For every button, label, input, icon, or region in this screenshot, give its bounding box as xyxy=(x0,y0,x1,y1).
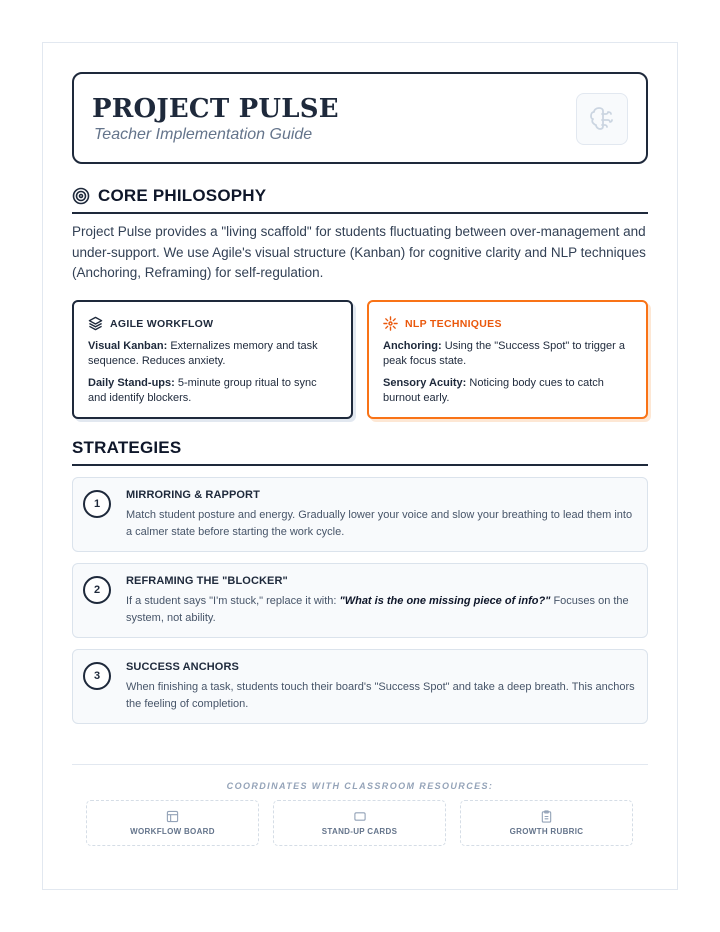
layers-icon xyxy=(88,316,103,331)
card-item: Daily Stand-ups: 5-minute group ritual to sync and identify blockers. xyxy=(88,377,317,404)
header-card xyxy=(72,72,648,164)
clipboard-icon xyxy=(540,810,553,823)
card-title: NLP TECHNIQUES xyxy=(383,316,632,331)
card-item: Anchoring: Using the "Success Spot" to trigger a peak focus state. xyxy=(383,340,625,367)
brain-icon xyxy=(586,103,618,135)
card-icon xyxy=(353,810,367,823)
card-item: Sensory Acuity: Noticing body cues to catch burnout early. xyxy=(383,377,604,404)
core-philosophy-heading xyxy=(72,186,648,214)
strategy-title: MIRRORING & RAPPORT xyxy=(126,489,260,501)
strategy-description: Match student posture and energy. Gradually lower your voice and slow your breathing to lead them into a calmer state before starting the work cycle. xyxy=(126,509,633,538)
step-number: 3 xyxy=(83,662,111,690)
sparkles-icon xyxy=(383,316,398,331)
strategy-description: If a student says "I'm stuck," replace it with: "What is the one missing piece of info?" Focuses on the system, not ability. xyxy=(126,595,629,624)
strategy-title: SUCCESS ANCHORS xyxy=(126,661,239,673)
strategy-item xyxy=(72,649,648,724)
target-icon xyxy=(72,187,90,205)
resource-growth-rubric: GROWTH RUBRIC xyxy=(460,800,633,846)
step-number: 2 xyxy=(83,576,111,604)
step-number: 1 xyxy=(83,490,111,518)
resource-workflow-board: WORKFLOW BOARD xyxy=(86,800,259,846)
strategy-item xyxy=(72,477,648,552)
strategy-description: When finishing a task, students touch their board's "Success Spot" and take a deep breath. This anchors the feeling of completion. xyxy=(126,681,635,710)
footer-label: COORDINATES WITH CLASSROOM RESOURCES: xyxy=(226,781,494,791)
section-title: CORE PHILOSOPHY xyxy=(98,186,267,205)
resource-stand-up-cards: STAND-UP CARDS xyxy=(273,800,446,846)
reframe-quote: "What is the one missing piece of info?" xyxy=(339,595,551,607)
strategy-title: REFRAMING THE "BLOCKER" xyxy=(126,575,288,587)
board-icon xyxy=(166,810,179,823)
strategies-heading xyxy=(72,438,648,466)
card-title: AGILE WORKFLOW xyxy=(88,316,337,331)
agile-workflow-card xyxy=(72,300,353,419)
document-title: PROJECT PULSE xyxy=(92,94,339,124)
logo xyxy=(576,93,628,145)
page-frame xyxy=(42,42,678,890)
card-item: Visual Kanban: Externalizes memory and task sequence. Reduces anxiety. xyxy=(88,340,318,367)
document-subtitle: Teacher Implementation Guide xyxy=(94,126,313,143)
nlp-techniques-card xyxy=(367,300,648,419)
section-title: STRATEGIES xyxy=(72,438,182,457)
philosophy-paragraph: Project Pulse provides a "living scaffold" for students fluctuating between over-management and under-support. We use Agile's visual structure (Kanban) for cognitive clarity and NLP techniques (Anchoring, Reframing) for self-regulation. xyxy=(72,224,646,280)
footer-divider xyxy=(72,764,648,765)
strategy-item xyxy=(72,563,648,638)
